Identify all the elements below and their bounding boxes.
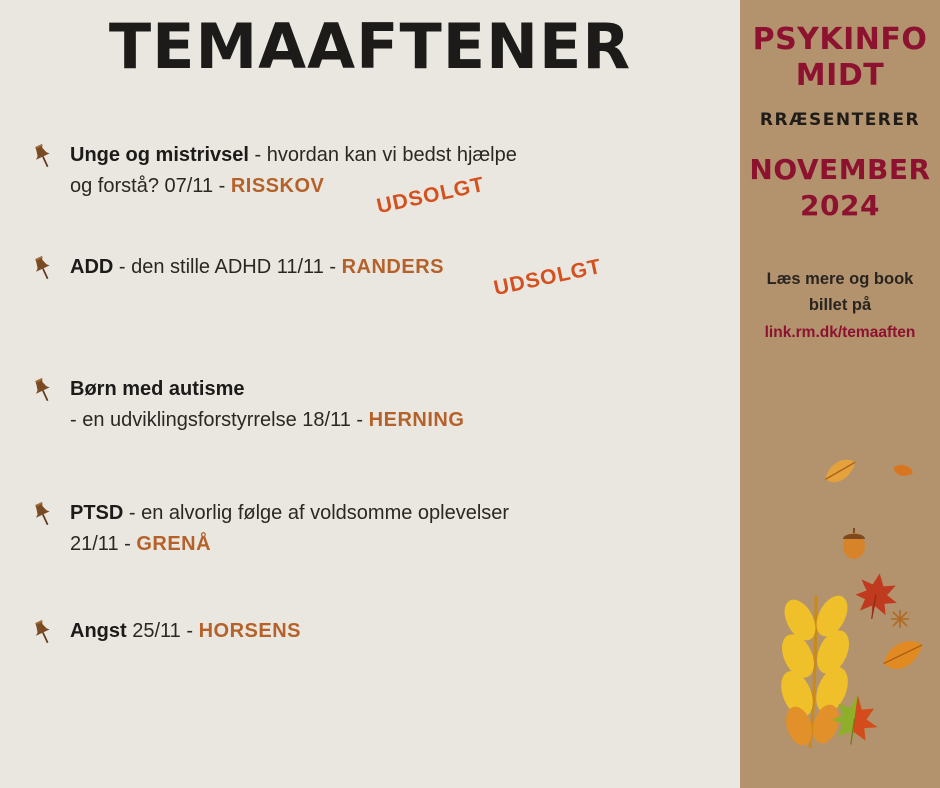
event-location: HERNING (368, 409, 465, 431)
event-detail: - hvordan kan vi bedst hjælpe (248, 144, 517, 166)
list-item[interactable] (28, 374, 728, 436)
event-line-1 (70, 616, 728, 647)
event-line-1 (70, 374, 728, 405)
list-item[interactable] (28, 616, 728, 674)
list-item[interactable] (28, 498, 728, 560)
list-item[interactable] (28, 140, 728, 219)
presents-label: RRÆSENTERER (759, 110, 921, 130)
status-badge: UDSOLGT (374, 172, 487, 219)
year-label: 2024 (800, 189, 880, 222)
event-line-2 (70, 529, 728, 560)
event-title: Angst (70, 620, 127, 642)
event-detail-2: og forstå? 07/11 - (70, 175, 231, 197)
event-line-1 (70, 252, 728, 283)
pushpin-icon (28, 142, 58, 172)
event-detail: - den stille ADHD 11/11 - (113, 256, 342, 278)
brand-name (740, 22, 940, 94)
event-list (28, 140, 728, 674)
list-item[interactable] (28, 252, 728, 310)
event-detail-2: 21/11 - (70, 533, 137, 555)
event-detail: - en alvorlig følge af voldsomme oplevelser (123, 502, 510, 524)
booking-line-2: billet på (808, 296, 872, 314)
event-line-1 (70, 140, 728, 171)
autumn-leaves-illustration (740, 430, 940, 788)
event-title: Unge og mistrivsel (70, 144, 249, 166)
event-detail: 25/11 - (126, 620, 199, 642)
booking-line-1: Læs mere og book (766, 270, 914, 288)
event-location: GRENÅ (136, 533, 212, 555)
pushpin-icon (28, 618, 58, 648)
brand-line-2: MIDT (795, 58, 885, 93)
event-line-1 (70, 498, 728, 529)
page-title: TEMAAFTENER (108, 10, 632, 83)
booking-info (740, 266, 940, 346)
event-location: RISSKOV (230, 175, 325, 197)
event-title: ADD (70, 256, 114, 278)
event-title: PTSD (70, 502, 124, 524)
event-line-2 (70, 405, 728, 436)
poster-sidebar (740, 0, 940, 788)
status-badge: UDSOLGT (491, 254, 604, 301)
event-title: Børn med autisme (70, 378, 245, 400)
month-year (740, 152, 940, 224)
event-detail-2: - en udviklingsforstyrrelse 18/11 - (70, 409, 369, 431)
pushpin-icon (28, 376, 58, 406)
pushpin-icon (28, 254, 58, 284)
pushpin-icon (28, 500, 58, 530)
brand-line-1: PSYKINFO (752, 22, 928, 57)
event-location: HORSENS (198, 620, 301, 642)
month-label: NOVEMBER (749, 153, 931, 186)
booking-link[interactable]: link.rm.dk/temaaften (764, 324, 916, 341)
event-location: RANDERS (341, 256, 444, 278)
